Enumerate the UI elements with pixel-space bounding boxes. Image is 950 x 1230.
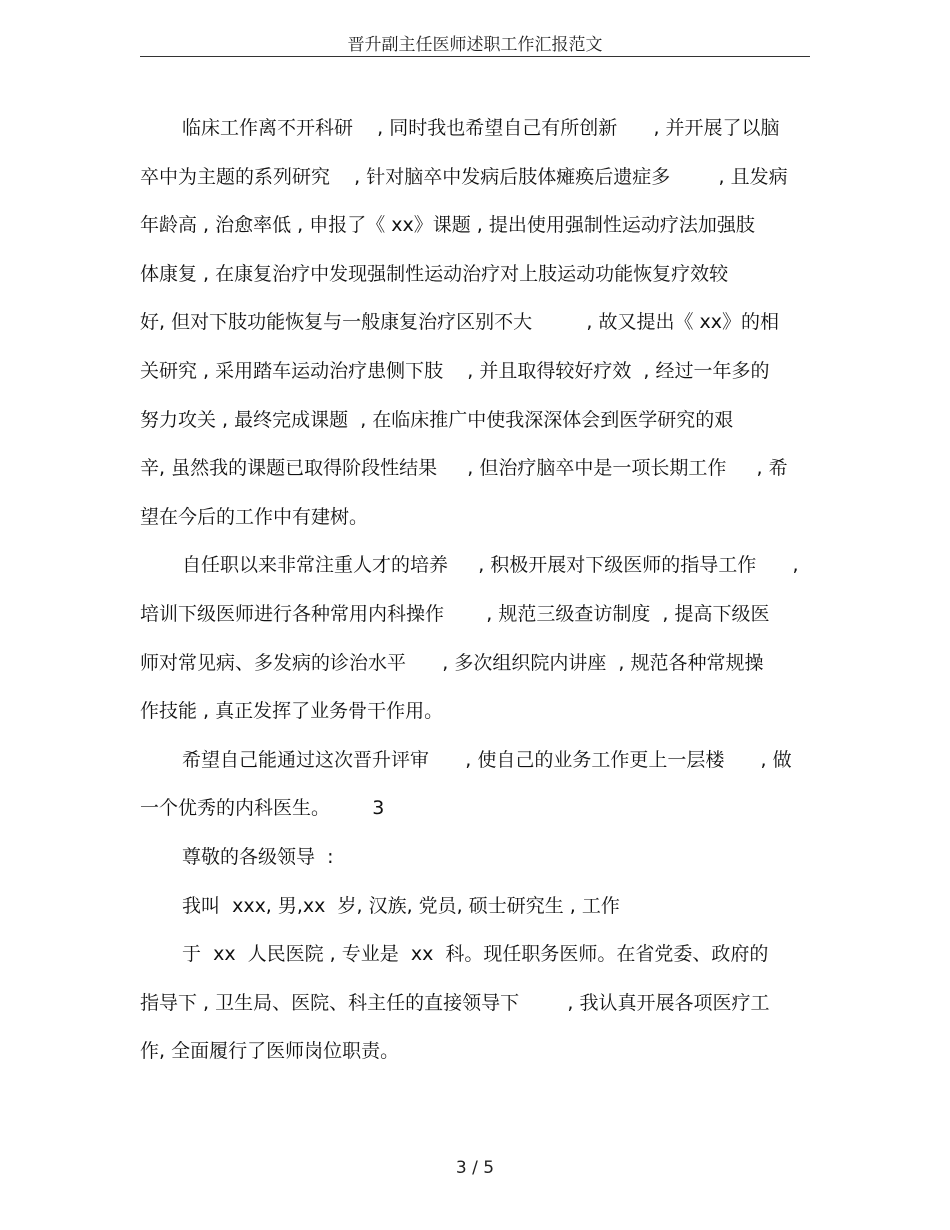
page-header-title: 晋升副主任医师述职工作汇报范文	[347, 35, 603, 55]
text-line: 师对常见病、多发病的诊治水平 , 多次组织院内讲座 , 规范各种常规操	[140, 651, 764, 674]
text-line: 指导下 , 卫生局、医院、科主任的直接领导下 , 我认真开展各项医疗工	[140, 991, 770, 1014]
header-divider	[140, 56, 810, 57]
page-number: 3 / 5	[455, 1158, 495, 1178]
text-line: 年龄高 , 治愈率低 , 申报了《 xx》课题 , 提出使用强制性运动疗法加强肢	[140, 214, 755, 237]
text-line: 自任职以来非常注重人才的培养 , 积极开展对下级医师的指导工作 ,	[182, 554, 799, 577]
text-line: 关研究 , 采用踏车运动治疗患侧下肢 , 并且取得较好疗效 , 经过一年多的	[140, 359, 770, 382]
text-line: 我叫 xxx, 男,xx 岁, 汉族, 党员, 硕士研究生 , 工作	[182, 894, 620, 917]
text-line: 作技能 , 真正发挥了业务骨干作用。	[140, 700, 444, 723]
text-line: 望在今后的工作中有建树。	[140, 505, 369, 528]
text-line: 好, 但对下肢功能恢复与一般康复治疗区别不大 , 故又提出《 xx》的相	[140, 311, 780, 334]
text-line: 希望自己能通过这次晋升评审 , 使自己的业务工作更上一层楼 , 做	[182, 748, 792, 771]
text-line: 作, 全面履行了医师岗位职责。	[140, 1040, 400, 1063]
text-line: 培训下级医师进行各种常用内科操作 , 规范三级查访制度 , 提高下级医	[140, 602, 770, 625]
text-line: 努力攻关 , 最终完成课题 , 在临床推广中使我深深体会到医学研究的艰	[140, 408, 734, 431]
text-line: 卒中为主题的系列研究 , 针对脑卒中发病后肢体瘫痪后遗症多 , 且发病	[140, 165, 788, 188]
text-line: 一个优秀的内科医生。 3	[140, 797, 385, 820]
document-body	[140, 104, 812, 1076]
text-line: 尊敬的各级领导 :	[182, 845, 334, 868]
text-line: 于 xx 人民医院 , 专业是 xx 科。现任职务医师。在省党委、政府的	[182, 943, 769, 966]
text-line: 辛, 虽然我的课题已取得阶段性结果 , 但治疗脑卒中是一项长期工作 , 希	[140, 457, 788, 480]
text-line: 临床工作离不开科研 , 同时我也希望自己有所创新 , 并开展了以脑	[182, 117, 780, 139]
text-line: 体康复 , 在康复治疗中发现强制性运动治疗对上肢运动功能恢复疗效较	[140, 262, 729, 285]
